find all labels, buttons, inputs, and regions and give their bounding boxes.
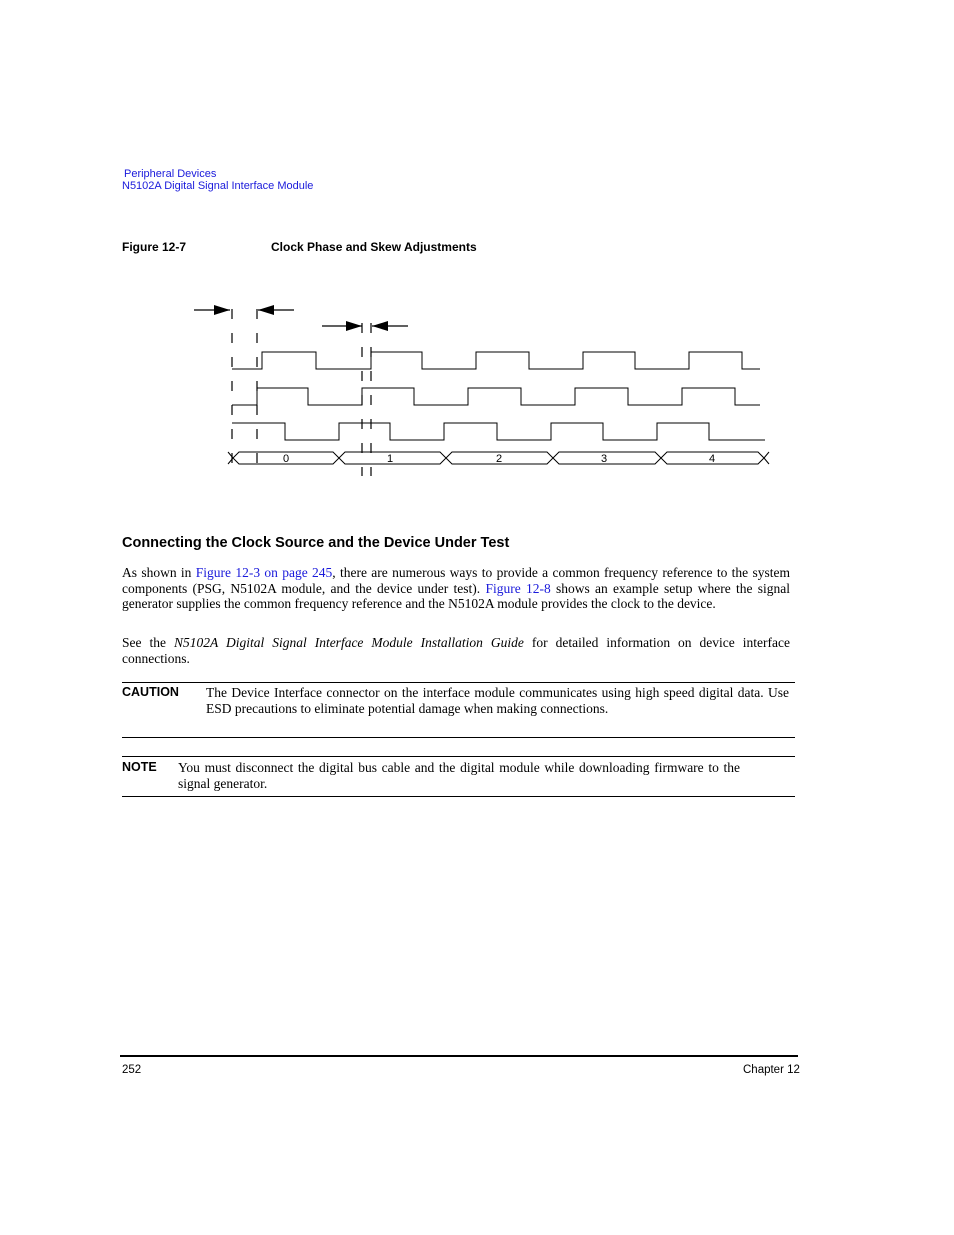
installation-guide-title: N5102A Digital Signal Interface Module Installation Guide xyxy=(173,635,524,650)
bus-label-1: 1 xyxy=(386,453,394,465)
note-top-rule xyxy=(122,756,795,757)
caution-label: CAUTION xyxy=(122,685,179,699)
bus-label-4: 4 xyxy=(708,453,716,465)
skew-arrowhead-left xyxy=(346,321,362,331)
clock-waveform-1 xyxy=(232,352,760,369)
breadcrumb-peripheral-devices[interactable]: Peripheral Devices xyxy=(124,168,217,180)
paragraph-1: As shown in Figure 12-3 on page 245, there are numerous ways to provide a common frequency reference to the system components (PSG, N5102A module, and the device under test). Figure 12-8 shows an example setup where the signal generator supplies the common frequency reference and the N5102A module provides the clock to the device. xyxy=(122,565,790,612)
caution-top-rule xyxy=(122,682,795,683)
timing-diagram xyxy=(0,0,954,500)
reference-lines xyxy=(232,309,371,476)
breadcrumb-n5102a-module[interactable]: N5102A Digital Signal Interface Module xyxy=(122,180,314,192)
chapter-label: Chapter 12 xyxy=(743,1064,800,1076)
caution-bottom-rule xyxy=(122,737,795,738)
paragraph-2: See the N5102A Digital Signal Interface Module Installation Guide for detailed information on device interface connections. xyxy=(122,635,790,666)
phase-arrowhead-left xyxy=(214,305,230,315)
clock-waveform-3 xyxy=(232,423,765,440)
note-text: You must disconnect the digital bus cable and the digital module while downloading firmware to the signal generator. xyxy=(178,760,740,791)
figure-title: Clock Phase and Skew Adjustments xyxy=(271,240,477,254)
page-number: 252 xyxy=(122,1064,142,1076)
section-heading: Connecting the Clock Source and the Device Under Test xyxy=(122,535,510,551)
clock-waveform-2 xyxy=(232,388,760,405)
figure-number: Figure 12-7 xyxy=(122,240,187,254)
link-figure-12-8[interactable]: Figure 12-8 xyxy=(485,580,551,596)
note-bottom-rule xyxy=(122,796,795,797)
caution-text: The Device Interface connector on the interface module communicates using high speed digital data. Use ESD precautions to eliminate potential damage when making connections. xyxy=(206,685,789,716)
phase-arrowhead-right xyxy=(258,305,274,315)
note-label: NOTE xyxy=(122,760,157,774)
bus-label-2: 2 xyxy=(495,453,503,465)
link-figure-12-3[interactable]: Figure 12-3 on page 245 xyxy=(195,565,333,580)
bus-label-0: 0 xyxy=(282,453,290,465)
bus-label-3: 3 xyxy=(600,453,608,465)
footer-rule xyxy=(120,1055,798,1057)
skew-arrowhead-right xyxy=(372,321,388,331)
